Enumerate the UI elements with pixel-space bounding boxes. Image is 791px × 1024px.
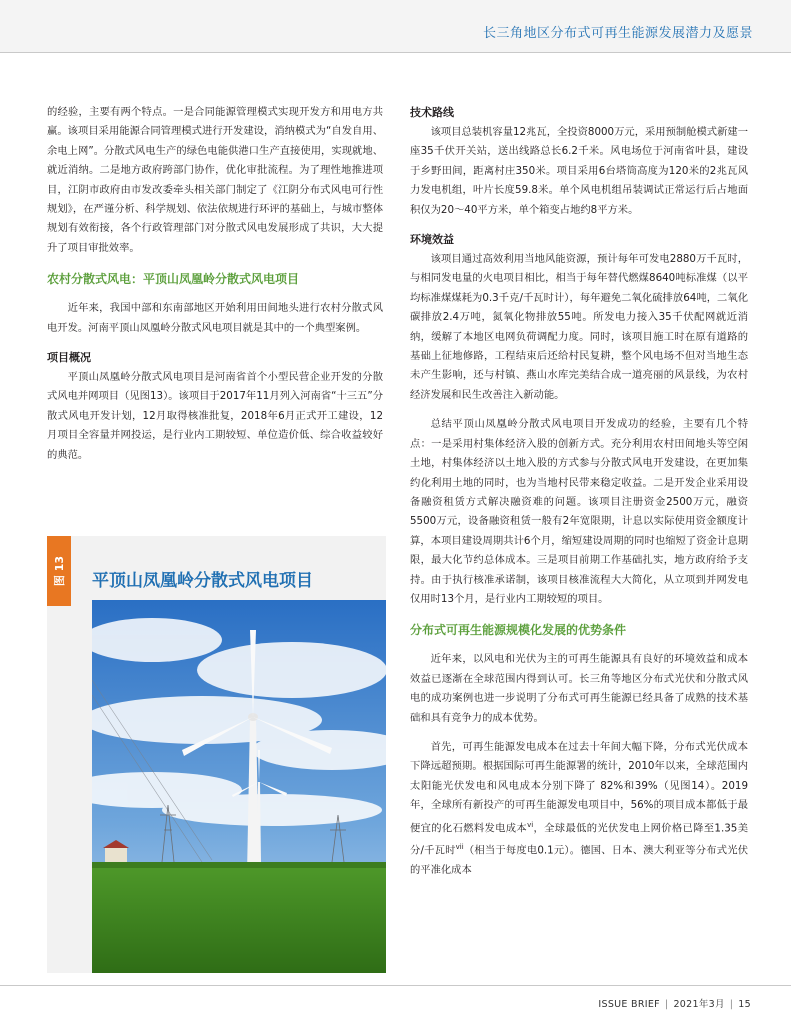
section-heading-rural-wind: 农村分散式风电：平顶山凤凰岭分散式风电项目 (47, 272, 300, 287)
env-heading: 环境效益 (410, 233, 454, 247)
overview-paragraph: 平顶山凤凰岭分散式风电项目是河南省首个小型民营企业开发的分散式风电并网项目（见图13）。该项目于2017年11月列入河南省“十三五”分散式风电开发计划，12月取得核准批复，2018年6月正式开工建设，12月项目全容量并网投运，是行业内工期较短、单位造价低、综合收益较好的典范。 (47, 371, 383, 461)
env-paragraph: 该项目通过高效利用当地风能资源，预计每年可发电2880万千瓦时，与相同发电量的火电项目相比，相当于每年替代燃煤8640吨标准煤（以平均标准煤煤耗为0.3千克/千瓦时计），每年避免二氧化硫排放64吨，二氧化碳排放2.4万吨，氮氧化物排放55吨。所发电力接入35千伏配网就近消纳，缓解了本地区电网负荷调配力度。同时，该项目施工时在原有道路的基础上征地修路，工程结束后还给村民复耕，整个风电场不但对当地生态未产生影响，还与村镇、燕山水库完美结合成一道亮丽的风景线，为农村经济发展和民生改善注入新动能。 (410, 253, 748, 401)
running-title: 长三角地区分布式可再生能源发展潜力及愿景 (482, 26, 753, 41)
wind-turbine-photo (92, 600, 386, 973)
footer-publication: ISSUE BRIEF (598, 999, 660, 1010)
summary-paragraph: 总结平顶山凤凰岭分散式风电项目开发成功的经验，主要有几个特点：一是采用村集体经济入股的创新方式。充分利用农村田间地头等空闲土地，村集体经济以土地入股的方式参与分散式风电开发建设，在更加集约化利用土地的同时，也为当地村民带来稳定收益。二是开发企业采用设备融资租赁方式解决融资难的问题。该项目注册资金2500万元，融资5500万元，设备融资租赁一般有2年宽限期，计息以实际使用资金额度计算，本项目建设周期共计6个月，缩短建设周期的同时也缩短了资金计息期限，最大化节约总体成本。三是项目前期工作基础扎实，地方政府给予支持。由于执行核准承诺制，该项目核准流程大大简化，从立项到并网发电仅用时13个月，是行业内工期较短的项目。 (410, 418, 748, 605)
advantages-paragraph: 近年来，以风电和光伏为主的可再生能源具有良好的环境效益和成本效益已逐渐在全球范围内得到认可。长三角等地区分布式光伏和分散式风电的成功案例也进一步说明了分布式可再生能源已经具备了成熟的技术基础和具有竞争力的成本优势。 (410, 653, 748, 724)
figure-tab-label: 图 13 (53, 555, 67, 587)
footnote-ref-vi[interactable]: vi (527, 820, 534, 829)
tech-heading: 技术路线 (410, 106, 454, 119)
right-column (410, 103, 748, 881)
tech-paragraph: 该项目总装机容量12兆瓦，全投资8000万元，采用预制舱模式新建一座35千伏开关站，送出线路总长6.2千米。风电场位于河南省叶县，建设于乡野田间，距离村庄350米。项目采用6台塔筒高度为120米的2兆瓦风力发电机组，叶片长度59.8米。单个风电机组吊装调试正常运行后占地面积仅为20～40平方米，单个箱变占地约8平方米。 (410, 126, 748, 216)
overview-heading: 项目概况 (47, 351, 91, 365)
page-number: 15 (738, 999, 751, 1010)
first-paragraph (410, 738, 748, 881)
footer-date: 2021年3月 (673, 999, 725, 1010)
footer: ISSUE BRIEF | 2021年3月 | 15 (598, 999, 751, 1010)
section-heading-advantages: 分布式可再生能源规模化发展的优势条件 (410, 623, 627, 638)
figure-tab (47, 536, 71, 606)
left-column (47, 103, 383, 465)
footer-divider (0, 985, 791, 986)
footnote-ref-vii[interactable]: vii (455, 843, 464, 852)
figure-13 (47, 536, 386, 973)
intro-paragraph: 的经验，主要有两个特点。一是合同能源管理模式实现开发方和用电方共赢。该项目采用能源合同管理模式进行开发建设，消纳模式为“自发自用、余电上网”。分散式风电生产的绿色电能供港口生产直接使用，实现就地、就近消纳。二是地方政府跨部门协作，优化审批流程。为了理性地推进项目，江阴市政府由市发改委牵头相关部门制定了《江阴分布式风电可行性规划》，在严谨分析、科学规划、依法依规进行环评的基础上，与城市整体规划有效衔接，各个行政管理部门对分散式风电发展形成了共识，大大提升了项目审批效率。 (47, 106, 383, 254)
figure-title: 平顶山凤凰岭分散式风电项目 (92, 571, 313, 591)
header-divider (0, 52, 791, 53)
first-paragraph-cont: ，全球最低的光伏发电上网价格已降至1.35美分/千瓦时 (410, 822, 749, 857)
rural-wind-paragraph: 近年来，我国中部和东南部地区开始利用田间地头进行农村分散式风电开发。河南平顶山凤凰岭分散式风电项目就是其中的一个典型案例。 (47, 302, 383, 334)
first-paragraph-end: （相当于每度电0.1元）。德国、日本、澳大利亚等分布式光伏的平准化成本 (410, 844, 748, 877)
first-paragraph-text: 首先，可再生能源发电成本在过去十年间大幅下降，分布式光伏成本下降远超预期。根据国际可再生能源署的统计，2010年以来，全球范围内太阳能光伏发电和风电成本分别下降了 82%和39%（见图14）。2019年，全球所有新投产的可再生能源发电项目中，56%的项目成本都低于最便宜的化石燃料发电成本 (410, 740, 748, 835)
